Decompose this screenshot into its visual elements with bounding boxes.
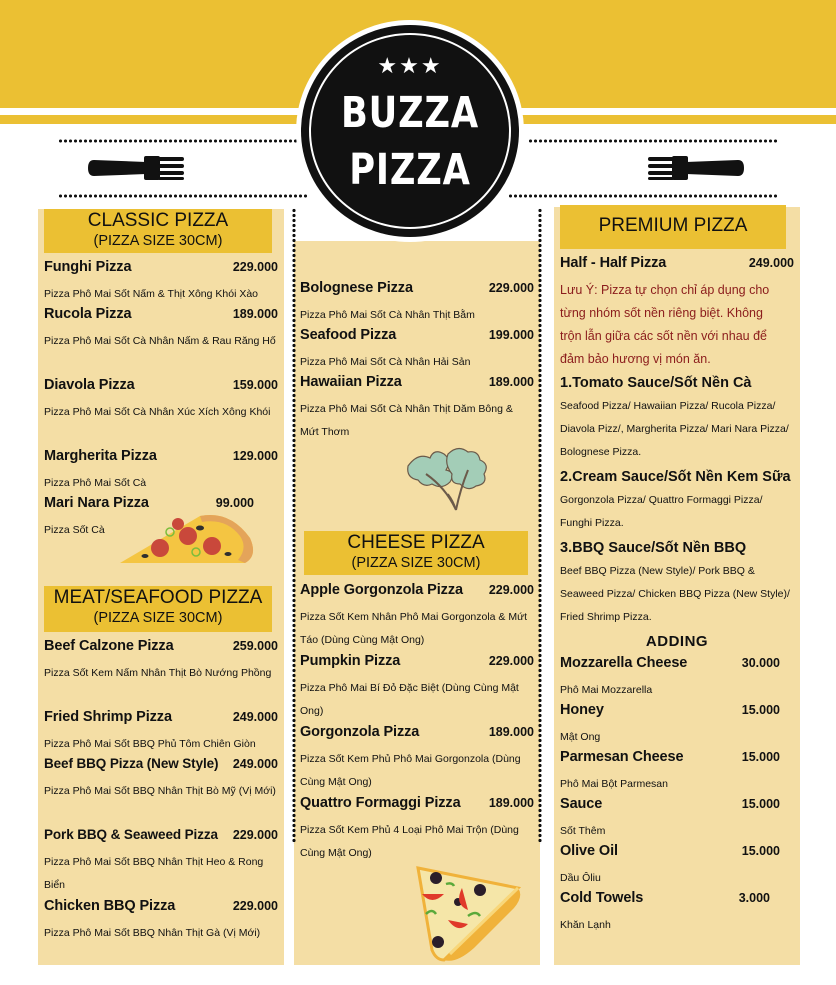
item-name: Quattro Formaggi Pizza [300, 795, 461, 811]
item-price: 249.000 [748, 256, 794, 270]
item-price: 259.000 [232, 639, 278, 653]
menu-item [560, 655, 780, 702]
dotted-divider-right [538, 208, 542, 844]
item-name: Hawaiian Pizza [300, 374, 402, 390]
item-description: Pizza Sốt Cà [44, 524, 105, 536]
item-description: Phô Mai Bột Parmesan [560, 778, 668, 790]
item-price: 229.000 [232, 828, 278, 842]
section-title: PREMIUM PIZZA [598, 215, 748, 236]
section-subtitle: (PIZZA SIZE 30CM) [93, 233, 223, 249]
item-description: Pizza Phô Mai Bí Đỏ Đặc Biệt (Dùng Cùng Mật Ong) [300, 682, 519, 717]
item-name: Beef BBQ Pizza (New Style) [44, 756, 219, 771]
item-description: Pizza Phô Mai Sốt Cà [44, 477, 147, 489]
item-price: 189.000 [488, 375, 534, 389]
menu-item [560, 890, 770, 937]
sauce-group [560, 371, 794, 464]
item-price: 229.000 [488, 654, 534, 668]
item-name: Fried Shrimp Pizza [44, 709, 172, 725]
item-description: Pizza Phô Mai Sốt Cà Nhân Nấm & Rau Răng Hố [44, 335, 276, 347]
item-price: 129.000 [232, 449, 278, 463]
item-price: 99.000 [215, 496, 254, 510]
item-description: Pizza Sốt Kem Phủ Phô Mai Gorgonzola (Dùng Cùng Mật Ong) [300, 753, 521, 788]
item-name: Funghi Pizza [44, 259, 132, 275]
stars-icon: ★★★ [377, 53, 443, 78]
item-description: Pizza Phô Mai Sốt BBQ Nhân Thịt Gà (Vị Mới) [44, 927, 261, 939]
item-description: Sốt Thêm [560, 825, 606, 837]
item-description: Pizza Phô Mai Sốt Cà Nhân Xúc Xích Xông Khói [44, 406, 271, 418]
sauce-group [560, 536, 794, 629]
note-text: Lưu Ý: Pizza tự chọn chỉ áp dụng cho từng nhóm sốt nền riêng biệt. Không trộn lẫn giữa các sốt nền với nhau để đảm bảo hương vị món ăn. [560, 283, 770, 366]
item-description: Pizza Phô Mai Sốt Cà Nhân Thịt Bằm [300, 309, 475, 321]
premium-pizza-banner [560, 205, 786, 249]
section-title: MEAT/SEAFOOD PIZZA [53, 587, 263, 608]
menu-item [560, 749, 780, 796]
menu-item [300, 653, 534, 723]
menu-item [560, 255, 794, 279]
menu-item [44, 638, 278, 685]
item-description: Khăn Lạnh [560, 919, 611, 931]
classic-pizza-banner [44, 209, 272, 253]
menu-item [44, 827, 278, 897]
sauce-heading: 1.Tomato Sauce/Sốt Nền Cà [560, 375, 752, 391]
menu-item [44, 448, 278, 495]
meat-seafood-pizza-banner [44, 586, 272, 632]
item-name: Beef Calzone Pizza [44, 638, 174, 654]
section-subtitle: (PIZZA SIZE 30CM) [93, 610, 223, 626]
sauce-group [560, 465, 794, 535]
item-price: 189.000 [488, 725, 534, 739]
item-name: Rucola Pizza [44, 306, 132, 322]
item-name: Diavola Pizza [44, 377, 135, 393]
item-name: Honey [560, 702, 604, 718]
section-title: CHEESE PIZZA [347, 532, 485, 553]
menu-item [300, 582, 534, 652]
item-name: Pork BBQ & Seaweed Pizza [44, 827, 218, 842]
menu-item [300, 795, 534, 865]
pizza-slice-illustration [100, 508, 260, 568]
item-name: Mozzarella Cheese [560, 655, 688, 671]
dotted-rule-bottom-right [508, 194, 778, 198]
item-price: 15.000 [741, 844, 780, 858]
item-description: Pizza Phô Mai Sốt Cà Nhân Hải Sản [300, 356, 471, 368]
item-description: Pizza Phô Mai Sốt Cà Nhân Thịt Dăm Bông & Mứt Thơm [300, 403, 513, 438]
item-description: Pizza Phô Mai Sốt BBQ Nhân Thịt Bò Mỹ (Vị Mới) [44, 785, 276, 797]
item-price: 189.000 [488, 796, 534, 810]
dotted-rule-top-left [58, 139, 298, 143]
menu-item [560, 796, 780, 843]
item-price: 30.000 [741, 656, 780, 670]
item-price: 189.000 [232, 307, 278, 321]
item-name: Chicken BBQ Pizza [44, 898, 176, 914]
item-description: Pizza Sốt Kem Phủ 4 Loại Phô Mai Trộn (Dùng Cùng Mật Ong) [300, 824, 519, 859]
brand-name-line2: PIZZA [349, 145, 471, 195]
item-name: Parmesan Cheese [560, 749, 684, 765]
sauce-pizza-list: Seafood Pizza/ Hawaiian Pizza/ Rucola Pizza/ Diavola Pizz/, Margherita Pizza/ Mari Nara Pizza/ Bolognese Pizza. [560, 400, 789, 458]
sauce-pizza-list: Beef BBQ Pizza (New Style)/ Pork BBQ & Seaweed Pizza/ Chicken BBQ Pizza (New Style)/ Fried Shrimp Pizza. [560, 565, 790, 623]
section-subtitle: (PIZZA SIZE 30CM) [351, 555, 481, 571]
item-price: 3.000 [738, 891, 770, 905]
item-price: 229.000 [488, 281, 534, 295]
section-title: CLASSIC PIZZA [87, 210, 229, 231]
item-name: Apple Gorgonzola Pizza [300, 582, 463, 598]
dotted-rule-bottom-left [58, 194, 308, 198]
item-description: Pizza Phô Mai Sốt Nấm & Thịt Xông Khói Xào [44, 288, 258, 300]
item-price: 15.000 [741, 750, 780, 764]
item-price: 229.000 [232, 899, 278, 913]
item-description: Pizza Sốt Kem Nhân Phô Mai Gorgonzola & Mứt Táo (Dùng Cùng Mật Ong) [300, 611, 528, 646]
item-description: Pizza Phô Mai Sốt BBQ Nhân Thịt Heo & Rong Biển [44, 856, 264, 891]
item-description: Pizza Sốt Kem Nấm Nhân Thịt Bò Nướng Phồng [44, 667, 272, 679]
brand-name-line1: BUZZA [340, 88, 480, 138]
item-name: Half - Half Pizza [560, 255, 667, 271]
item-name: Seafood Pizza [300, 327, 397, 343]
item-price: 15.000 [741, 703, 780, 717]
dotted-divider-left [292, 208, 296, 844]
menu-item [300, 724, 534, 794]
dotted-rule-top-right [528, 139, 778, 143]
item-name: Cold Towels [560, 890, 644, 906]
pizza-slice-illustration [414, 864, 524, 964]
item-name: Olive Oil [560, 843, 618, 859]
adding-title: ADDING [645, 633, 709, 650]
item-name: Mari Nara Pizza [44, 495, 149, 511]
item-description: Phô Mai Mozzarella [560, 684, 653, 696]
menu-item [560, 843, 780, 890]
cheese-pizza-banner [304, 531, 528, 575]
item-name: Margherita Pizza [44, 448, 157, 464]
item-price: 199.000 [488, 328, 534, 342]
sauce-pizza-list: Gorgonzola Pizza/ Quattro Formaggi Pizza/ Funghi Pizza. [560, 494, 763, 529]
brand-logo [296, 20, 524, 242]
item-price: 229.000 [488, 583, 534, 597]
item-description: Pizza Phô Mai Sốt BBQ Phủ Tôm Chiên Giòn [44, 738, 256, 750]
menu-item [44, 377, 278, 424]
item-name: Sauce [560, 796, 603, 812]
fork-icon-right [640, 152, 744, 184]
menu-item [300, 280, 534, 327]
item-price: 249.000 [232, 710, 278, 724]
menu-item [44, 898, 278, 945]
menu-item [44, 259, 278, 306]
item-description: Mật Ong [560, 731, 601, 743]
menu-item [44, 709, 278, 756]
parsley-illustration [398, 444, 498, 516]
fork-icon-left [88, 152, 192, 184]
menu-item [44, 306, 278, 353]
menu-item [560, 702, 780, 749]
item-description: Dầu Ôliu [560, 872, 601, 884]
item-price: 229.000 [232, 260, 278, 274]
menu-item [44, 756, 278, 803]
item-price: 159.000 [232, 378, 278, 392]
item-name: Pumpkin Pizza [300, 653, 401, 669]
menu-item [300, 327, 534, 374]
sauce-heading: 2.Cream Sauce/Sốt Nền Kem Sữa [560, 469, 791, 485]
item-name: Gorgonzola Pizza [300, 724, 420, 740]
item-name: Bolognese Pizza [300, 280, 413, 296]
item-price: 15.000 [741, 797, 780, 811]
sauce-heading: 3.BBQ Sauce/Sốt Nền BBQ [560, 540, 747, 556]
item-price: 249.000 [232, 757, 278, 771]
menu-item [300, 374, 534, 444]
